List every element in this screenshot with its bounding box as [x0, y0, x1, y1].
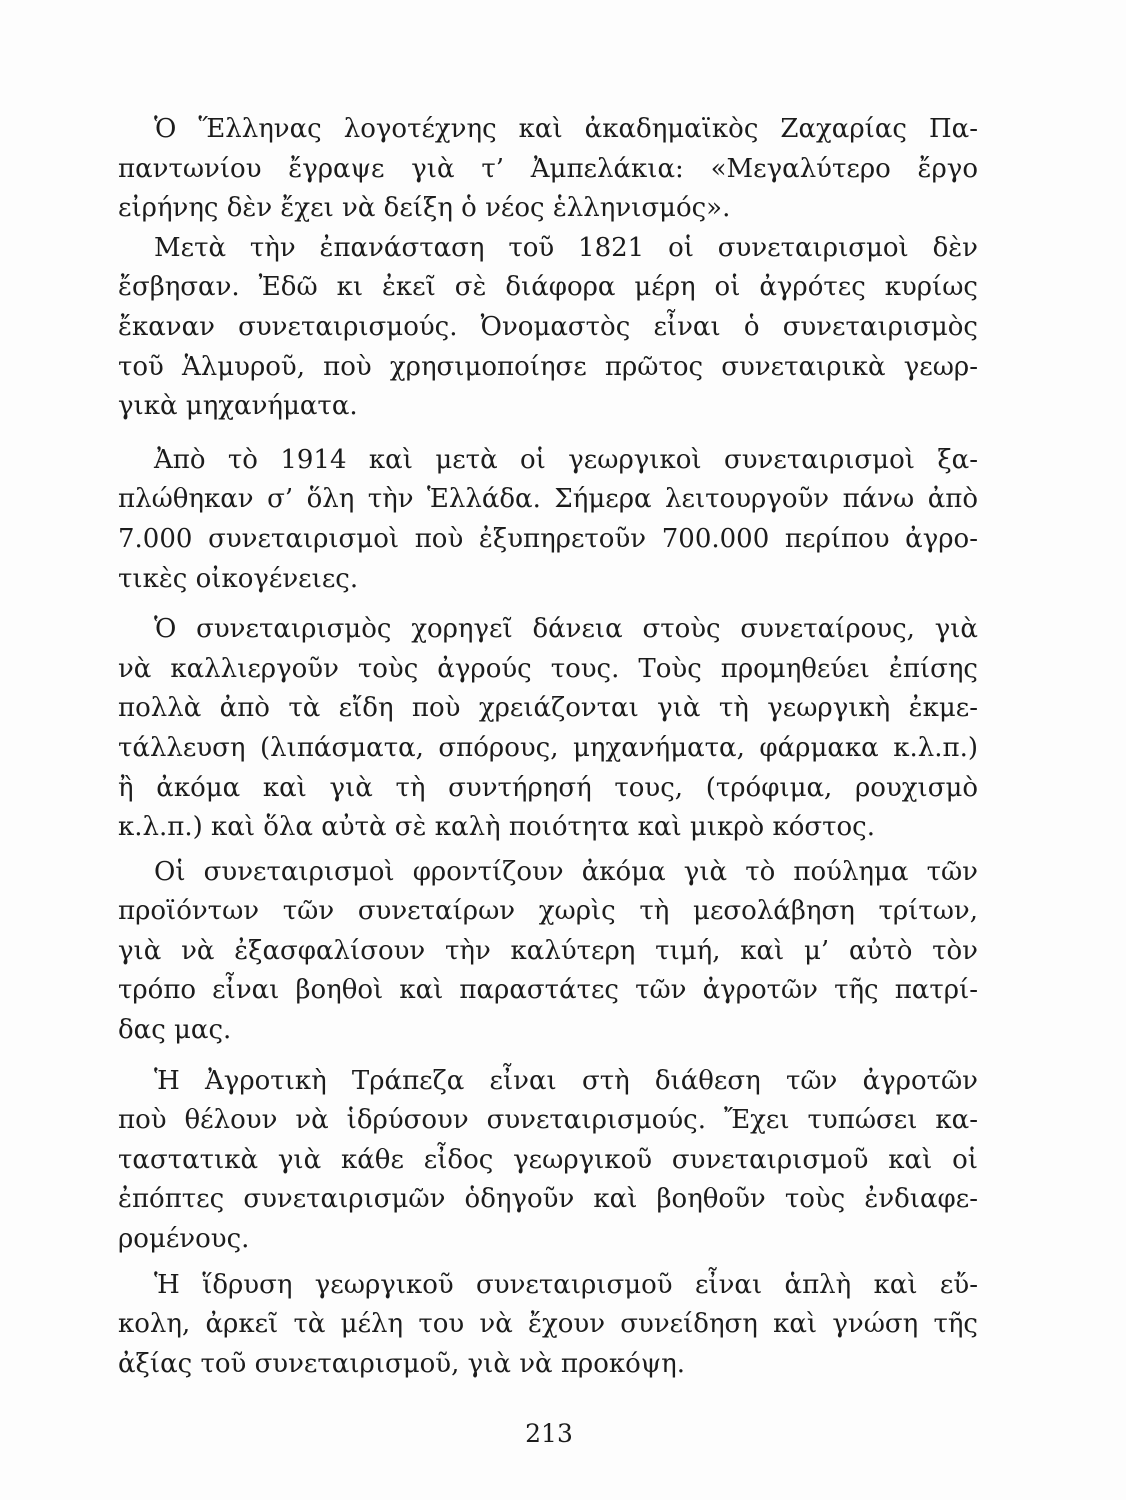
- text-line: Ὁ συνεταιρισμὸς χορηγεῖ δάνεια στοὺς συνεταίρους, γιὰ: [154, 614, 978, 645]
- text-line: γικὰ μηχανήματα.: [118, 391, 358, 422]
- text-line: Ἀπὸ τὸ 1914 καὶ μετὰ οἱ γεωργικοὶ συνεταιρισμοὶ ξα-: [154, 444, 978, 475]
- paragraph: [118, 441, 978, 599]
- text-line: Οἱ συνεταιρισμοὶ φροντίζουν ἀκόμα γιὰ τὸ πούλημα τῶν: [154, 856, 978, 887]
- text-line: ποὺ θέλουν νὰ ἱδρύσουν συνεταιρισμούς. Ἔχει τυπώσει κα-: [118, 1105, 978, 1136]
- text-line: ρομένους.: [118, 1224, 250, 1255]
- text-line: 7.000 συνεταιρισμοὶ ποὺ ἐξυπηρετοῦν 700.000 περίπου ἀγρο-: [118, 523, 978, 554]
- text-line: Ὁ Ἕλληνας λογοτέχνης καὶ ἀκαδημαϊκὸς Ζαχαρίας Πα-: [154, 114, 978, 144]
- text-line: ἀξίας τοῦ συνεταιρισμοῦ, γιὰ νὰ προκόψη.: [118, 1348, 685, 1379]
- text-line: Ἡ ἵδρυση γεωργικοῦ συνεταιρισμοῦ εἶναι ἁπλὴ καὶ εὔ-: [154, 1269, 978, 1300]
- text-line: παντωνίου ἔγραψε γιὰ τ’ Ἀμπελάκια: «Μεγαλύτερο ἔργο: [118, 153, 978, 184]
- text-line: νὰ καλλιεργοῦν τοὺς ἀγρούς τους. Τοὺς προμηθεύει ἐπίσης: [118, 653, 978, 684]
- text-line: ἔκαναν συνεταιρισμούς. Ὀνομαστὸς εἶναι ὁ συνεταιρισμὸς: [118, 311, 978, 342]
- text-line: Μετὰ τὴν ἐπανάσταση τοῦ 1821 οἱ συνεταιρισμοὶ δὲν: [154, 232, 978, 263]
- text-line: πολλὰ ἀπὸ τὰ εἴδη ποὺ χρειάζονται γιὰ τὴ γεωργικὴ ἐκμε-: [118, 693, 978, 724]
- page-number: 213: [525, 1419, 573, 1448]
- text-line: γιὰ νὰ ἐξασφαλίσουν τὴν καλύτερη τιμή, καὶ μ’ αὐτὸ τὸν: [118, 935, 978, 966]
- text-line: ἢ ἀκόμα καὶ γιὰ τὴ συντήρησή τους, (τρόφιμα, ρουχισμὸ: [118, 772, 978, 803]
- paragraph: [118, 110, 978, 229]
- text-line: ἔσβησαν. Ἐδῶ κι ἐκεῖ σὲ διάφορα μέρη οἱ ἀγρότες κυρίως: [118, 272, 978, 303]
- text-line: τάλλευση (λιπάσματα, σπόρους, μηχανήματα, φάρμακα κ.λ.π.): [118, 732, 978, 763]
- text-line: τρόπο εἶναι βοηθοὶ καὶ παραστάτες τῶν ἀγροτῶν τῆς πατρί-: [118, 975, 978, 1006]
- paragraph: [118, 229, 978, 427]
- text-line: κ.λ.π.) καὶ ὅλα αὐτὰ σὲ καλὴ ποιότητα καὶ μικρὸ κόστος.: [118, 812, 875, 843]
- text-line: εἰρήνης δὲν ἔχει νὰ δείξη ὁ νέος ἑλληνισμός».: [118, 193, 731, 224]
- text-line: τικὲς οἰκογένειες.: [118, 563, 359, 594]
- text-line: δας μας.: [118, 1015, 232, 1046]
- text-line: Ἡ Ἀγροτικὴ Τράπεζα εἶναι στὴ διάθεση τῶν ἀγροτῶν: [154, 1065, 978, 1096]
- text-line: προϊόντων τῶν συνεταίρων χωρὶς τὴ μεσολάβηση τρίτων,: [118, 896, 978, 927]
- text-line: πλώθηκαν σ’ ὅλη τὴν Ἑλλάδα. Σήμερα λειτουργοῦν πάνω ἀπὸ: [118, 484, 978, 515]
- text-line: ἐπόπτες συνεταιρισμῶν ὁδηγοῦν καὶ βοηθοῦν τοὺς ἐνδιαφε-: [118, 1184, 978, 1215]
- paragraph: [118, 853, 978, 1051]
- paragraph: [118, 1266, 978, 1385]
- text-line: κολη, ἀρκεῖ τὰ μέλη του νὰ ἔχουν συνείδηση καὶ γνώση τῆς: [118, 1309, 978, 1340]
- paragraph: [118, 610, 978, 848]
- text-line: τοῦ Ἁλμυροῦ, ποὺ χρησιμοποίησε πρῶτος συνεταιρικὰ γεωρ-: [118, 351, 978, 382]
- body-text: [118, 110, 978, 1384]
- text-line: ταστατικὰ γιὰ κάθε εἶδος γεωργικοῦ συνεταιρισμοῦ καὶ οἱ: [118, 1144, 978, 1175]
- paragraph: [118, 1062, 978, 1260]
